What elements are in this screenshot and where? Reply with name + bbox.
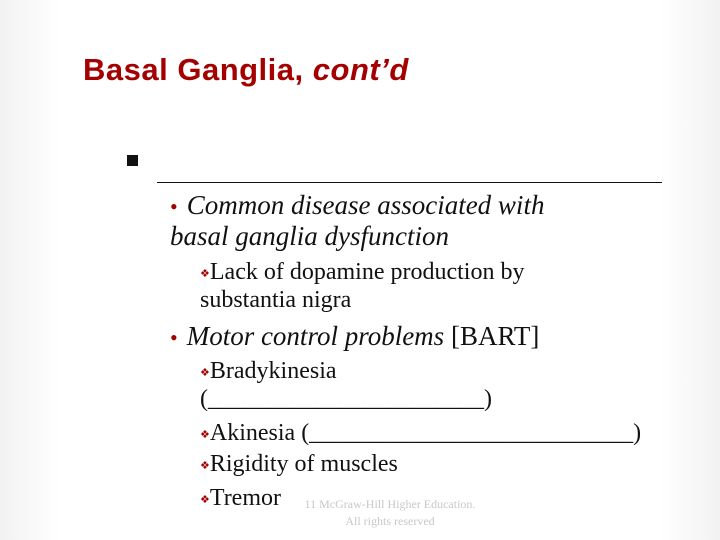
point-2-sub-3-text: Rigidity of muscles <box>209 451 398 477</box>
round-bullet-icon: • <box>170 325 178 350</box>
point-1-text-1: Common disease associated with <box>186 190 545 220</box>
copyright-footer <box>290 496 490 530</box>
diamond-bullet-icon: ❖ <box>200 429 209 441</box>
slide-title-italic: cont’d <box>312 52 409 87</box>
point-2-bracket: [BART] <box>450 321 540 351</box>
point-2-sub-2-text: Akinesia (___________________________) <box>209 420 642 446</box>
point-1-line-1 <box>170 190 544 221</box>
point-1-sub-line-1 <box>200 259 524 286</box>
fill-in-blank-line <box>157 182 662 183</box>
diamond-bullet-icon: ❖ <box>200 268 209 280</box>
round-bullet-icon: • <box>170 194 178 219</box>
footer-line-1: 11 McGraw-Hill Higher Education. <box>304 497 476 511</box>
point-2-sub-1-line-2: (_______________________) <box>200 386 492 412</box>
diamond-bullet-icon: ❖ <box>200 460 209 472</box>
footer-line-2: All rights reserved <box>345 514 435 528</box>
point-1-sub-line-2: substantia nigra <box>200 287 352 313</box>
point-2-sub-4-text: Tremor <box>209 485 281 511</box>
point-1-line-2: basal ganglia dysfunction <box>170 221 449 251</box>
slide-title-main: Basal Ganglia, <box>83 52 313 87</box>
point-2-sub-1-line-1 <box>200 358 337 385</box>
point-2-sub-1-text: Bradykinesia <box>209 358 337 384</box>
point-2-text: Motor control problems <box>186 321 451 351</box>
point-2-sub-2 <box>200 420 641 447</box>
point-2-sub-4 <box>200 485 281 512</box>
point-2-line <box>170 321 539 352</box>
diamond-bullet-icon: ❖ <box>200 367 209 379</box>
slide-title <box>83 52 409 88</box>
point-2-sub-3 <box>200 451 398 478</box>
diamond-bullet-icon: ❖ <box>200 494 209 506</box>
square-bullet-icon <box>127 155 138 166</box>
point-1-sub-text-1: Lack of dopamine production by <box>209 259 525 285</box>
